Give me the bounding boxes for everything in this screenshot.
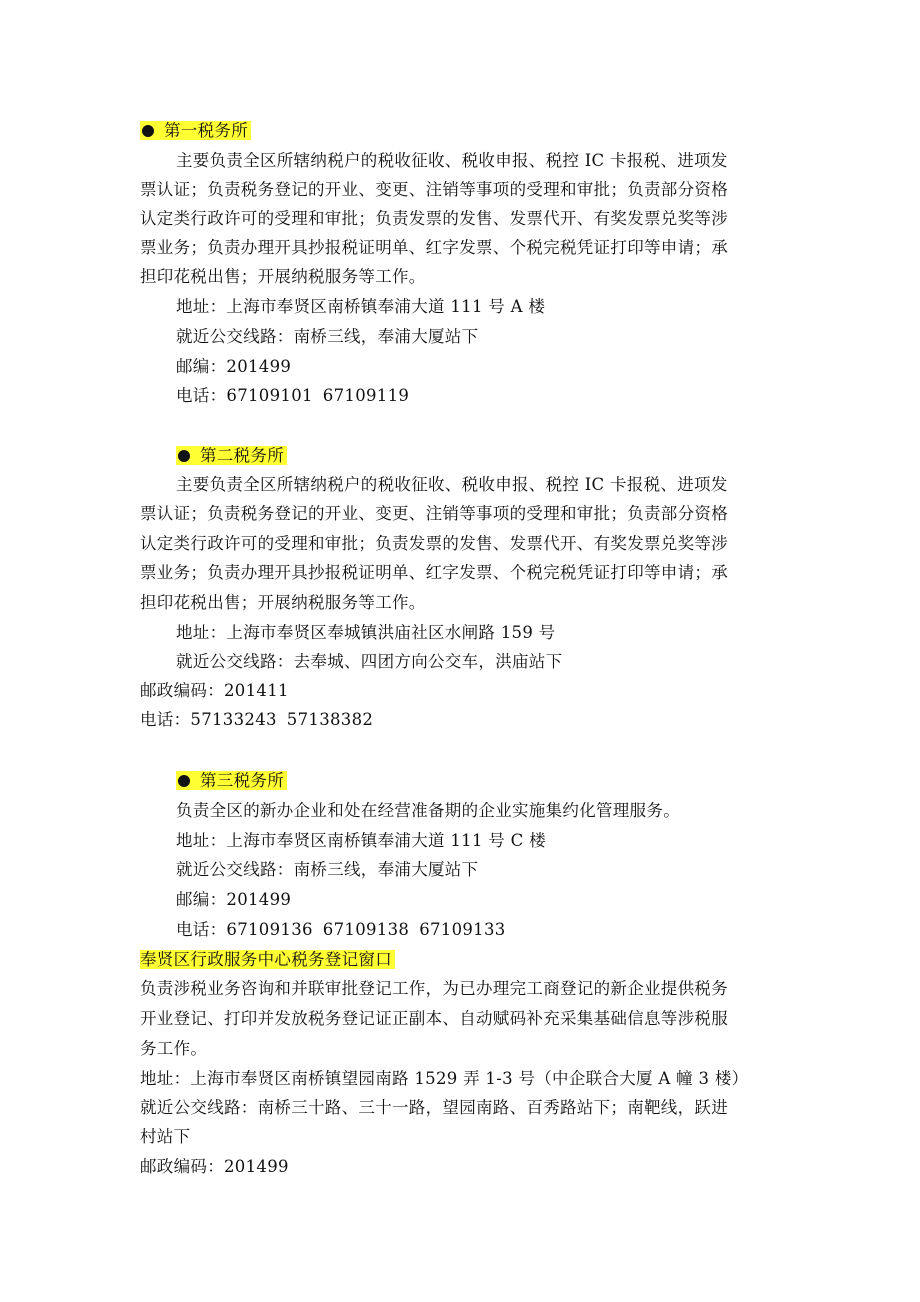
- section-3-phone: 电话：67109136 67109138 67109133: [176, 920, 506, 939]
- section-1-desc-line: 担印花税出售；开展纳税服务等工作。: [140, 267, 426, 286]
- section-2-address: 地址：上海市奉贤区奉城镇洪庙社区水闸路 159 号: [176, 623, 556, 642]
- bullet-icon: [178, 775, 190, 787]
- phone-number: 67109119: [322, 386, 410, 405]
- phone-number: 57138382: [286, 710, 374, 729]
- section-3-heading: 第三税务所: [176, 766, 287, 795]
- section-1-desc-line: 主要负责全区所辖纳税户的税收征收、税收申报、税控 IC 卡报税、进项发: [176, 151, 728, 170]
- section-3-bus: 就近公交线路：南桥三线，奉浦大厦站下: [176, 860, 479, 879]
- section-1-phone: 电话：67109101 67109119: [176, 386, 410, 405]
- section-3-postcode: 邮编：201499: [176, 890, 292, 909]
- section-2-desc-line: 票认证；负责税务登记的开业、变更、注销等事项的受理和审批；负责部分资格: [140, 504, 728, 523]
- section-1-desc-line: 票业务；负责办理开具抄报税证明单、红字发票、个税完税凭证打印等申请；承: [140, 238, 728, 257]
- section-2-heading: 第二税务所: [176, 441, 287, 470]
- bullet-icon: [178, 450, 190, 462]
- section-1-desc-line: 认定类行政许可的受理和审批；负责发票的发售、发票代开、有奖发票兑奖等涉: [140, 209, 728, 228]
- bullet-icon: [142, 125, 154, 137]
- phone-number: 67109136: [226, 920, 313, 939]
- phone-number: 57133243: [190, 710, 277, 729]
- section-1-bus: 就近公交线路：南桥三线，奉浦大厦站下: [176, 327, 479, 346]
- section-1-desc-line: 票认证；负责税务登记的开业、变更、注销等事项的受理和审批；负责部分资格: [140, 180, 728, 199]
- section-2-phone: 电话：57133243 57138382: [140, 710, 374, 729]
- section-1-postcode: 邮编：201499: [176, 357, 292, 376]
- section-4-desc-line: 开业登记、打印并发放税务登记证正副本、自动赋码补充采集基础信息等涉税服: [140, 1009, 728, 1028]
- section-4-address: 地址：上海市奉贤区南桥镇望园南路 1529 弄 1-3 号（中企联合大厦 A 幢 3 楼）: [140, 1069, 749, 1088]
- section-4-postcode: 邮政编码：201499: [140, 1157, 289, 1176]
- section-1-heading: 第一税务所: [140, 116, 251, 145]
- section-4-desc-line: 务工作。: [140, 1039, 208, 1058]
- section-4-bus-line: 就近公交线路：南桥三十路、三十一路，望园南路、百秀路站下；南靶线，跃进: [140, 1098, 728, 1117]
- section-2-bus: 就近公交线路：去奉城、四团方向公交车，洪庙站下: [176, 652, 563, 671]
- section-2-postcode: 邮政编码：201411: [140, 681, 289, 700]
- section-2-desc-line: 主要负责全区所辖纳税户的税收征收、税收申报、税控 IC 卡报税、进项发: [176, 475, 728, 494]
- section-1-address: 地址：上海市奉贤区南桥镇奉浦大道 111 号 A 楼: [176, 297, 546, 316]
- section-2-desc-line: 认定类行政许可的受理和审批；负责发票的发售、发票代开、有奖发票兑奖等涉: [140, 534, 728, 553]
- phone-number: 67109101: [226, 386, 313, 405]
- section-4-desc-line: 负责涉税业务咨询和并联审批登记工作，为已办理完工商登记的新企业提供税务: [140, 979, 728, 998]
- section-2-desc-line: 票业务；负责办理开具抄报税证明单、红字发票、个税完税凭证打印等申请；承: [140, 563, 728, 582]
- phone-number: 67109138: [322, 920, 410, 939]
- section-3-desc: 负责全区的新办企业和处在经营准备期的企业实施集约化管理服务。: [176, 801, 680, 820]
- section-3-address: 地址：上海市奉贤区南桥镇奉浦大道 111 号 C 楼: [176, 831, 546, 850]
- section-4-bus-line: 村站下: [140, 1127, 191, 1146]
- section-4-heading: 奉贤区行政服务中心税务登记窗口: [140, 945, 395, 974]
- section-2-desc-line: 担印花税出售；开展纳税服务等工作。: [140, 593, 426, 612]
- phone-number: 67109133: [419, 920, 506, 939]
